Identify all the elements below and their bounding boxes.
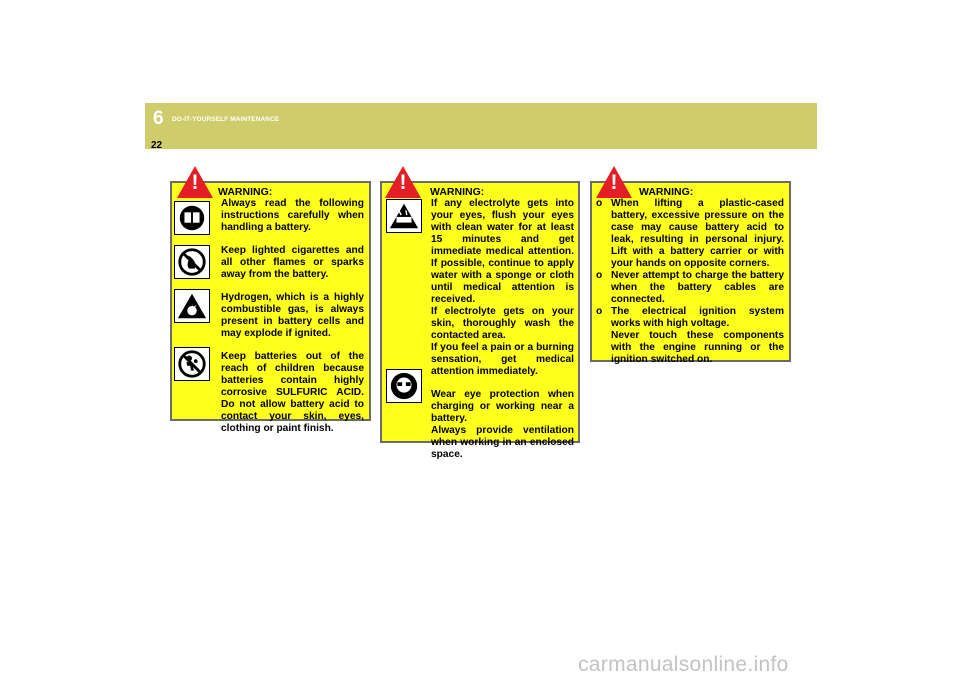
warning-paragraph: Always read the following instructions carefully when handling a battery. [221, 198, 364, 233]
watermark: carmanualsonline.info [578, 653, 789, 676]
warning-text-electrolyte [431, 198, 574, 461]
no-flame-icon [174, 245, 210, 279]
list-item: o Never attempt to charge the battery when the battery cables are connected. [596, 270, 784, 305]
warning-paragraph: Keep lighted cigarettes and all other flames or sparks away from the battery. [221, 245, 364, 280]
warning-paragraph: If any electrolyte gets into your eyes, flush your eyes with clean water for at least 15 minutes and get immediate medical attention. If possible, continue to apply water with a sponge or cloth until medical attention is received. [431, 198, 574, 305]
warning-paragraph: Always provide ventilation when working in an enclosed space. [431, 425, 574, 460]
warning-paragraph: If you feel a pain or a burning sensation, get medical attention immediately. [431, 342, 574, 377]
warning-title: WARNING: [218, 186, 273, 198]
eye-protection-icon [386, 369, 422, 403]
warning-paragraph: Hydrogen, which is a highly combustible gas, is always present in battery cells and may explode if ignited. [221, 292, 364, 339]
warning-title: WARNING: [430, 186, 485, 198]
corrosive-icon [386, 199, 422, 233]
warning-title: WARNING: [639, 186, 694, 198]
chapter-number: 6 [153, 108, 164, 129]
explosion-icon [174, 289, 210, 323]
chapter-title: DO-IT-YOURSELF MAINTENANCE [172, 116, 280, 123]
warning-paragraph: If electrolyte gets on your skin, thoroughly wash the contacted area. [431, 306, 574, 341]
warning-text-battery-handling [221, 198, 364, 446]
list-item: o The electrical ignition system works with high voltage. Never touch these components with the engine running or the ignition switched on. [596, 306, 784, 365]
chapter-header-band [145, 103, 817, 149]
warning-paragraph: Wear eye protection when charging or working near a battery. [431, 389, 574, 424]
warning-triangle-icon: ! [177, 166, 213, 198]
warning-paragraph: Keep batteries out of the reach of children because batteries contain highly corrosive SULFURIC ACID. Do not allow battery acid to contact your skin, eyes, clothing or paint finish. [221, 351, 364, 434]
manual-icon [174, 201, 210, 235]
warning-triangle-icon: ! [385, 166, 421, 198]
keep-children-away-icon [174, 347, 210, 381]
warning-bullet-list [596, 198, 784, 366]
warning-triangle-icon: ! [596, 166, 632, 198]
list-item: o When lifting a plastic-cased battery, excessive pressure on the case may cause battery acid to leak, resulting in personal injury. Lift with a battery carrier or with your hands on opposite corners. [596, 198, 784, 269]
page-number: 22 [151, 140, 163, 151]
